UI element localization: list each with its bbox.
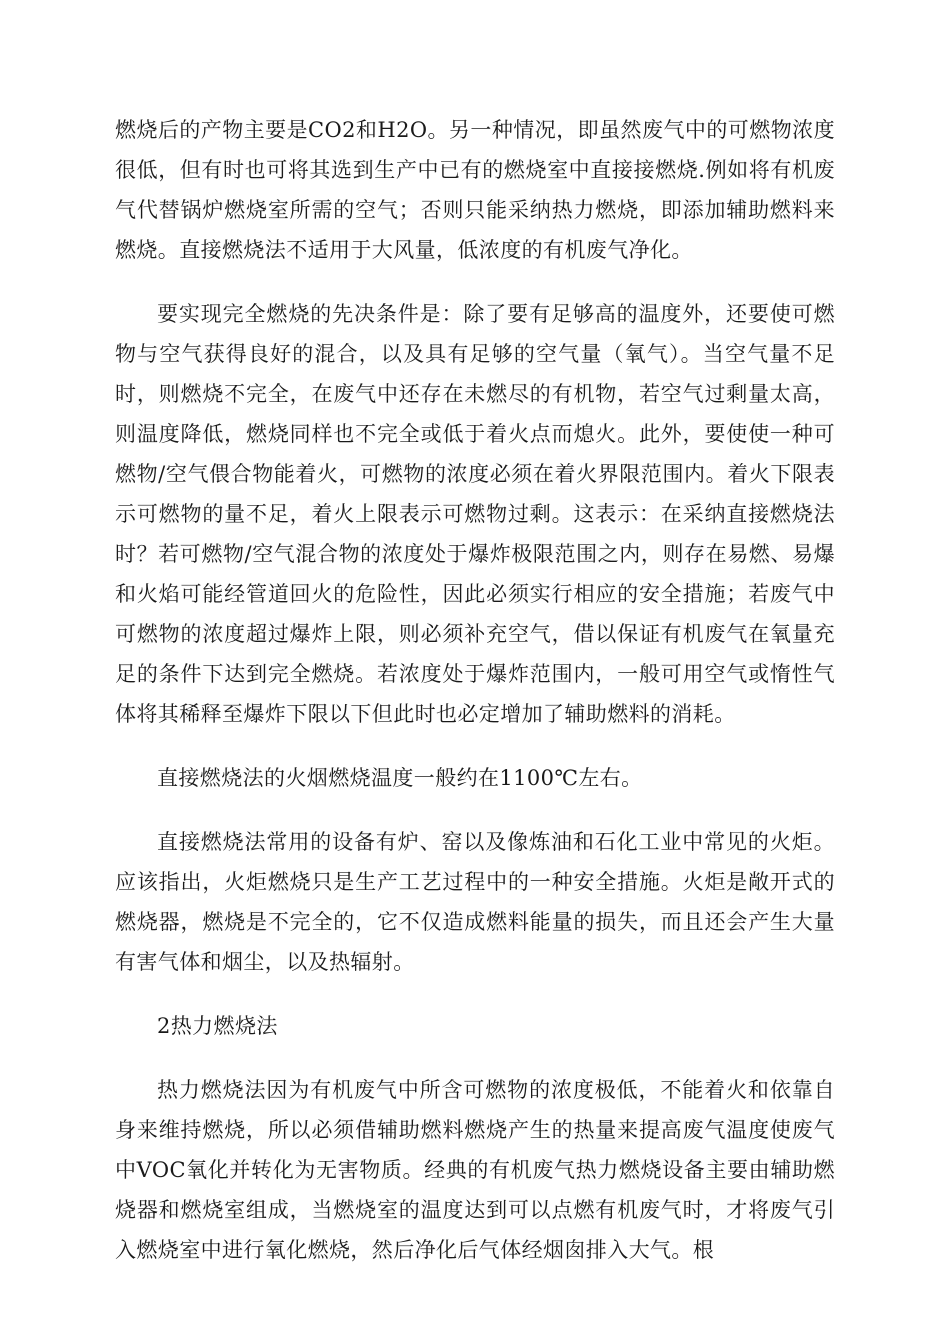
paragraph-thermal-combustion: 热力燃烧法因为有机废气中所含可燃物的浓度极低，不能着火和依靠自身来维持燃烧，所以必须借辅助燃料燃烧产生的热量来提高废气温度使废气中VOC氧化并转化为无害物质。经典的有机废气热力燃烧设备主要由辅助燃烧器和燃烧室组成，当燃烧室的温度达到可以点燃有机废气时，才将废气引入燃烧室中进行氧化燃烧，然后净化后气体经烟囱排入大气。根 [115,1078,835,1262]
paragraph-flame-temperature: 直接燃烧法的火烟燃烧温度一般约在1100℃左右。 [157,766,643,790]
paragraph-direct-combustion-equipment: 直接燃烧法常用的设备有炉、窑以及像炼油和石化工业中常见的火炬。应该指出，火炬燃烧只是生产工艺过程中的一种安全措施。火炬是敞开式的燃烧器，燃烧是不完全的，它不仅造成燃料能量的损失，而且还会产生大量有害气体和烟尘，以及热辐射。 [115,830,835,974]
paragraph-complete-combustion-conditions: 要实现完全燃烧的先决条件是：除了要有足够高的温度外，还要使可燃物与空气获得良好的混合，以及具有足够的空气量（氧气）。当空气量不足时，则燃烧不完全，在废气中还存在未燃尽的有机物，若空气过剩量太高，则温度降低，燃烧同样也不完全或低于着火点而熄火。此外，要使使一种可燃物/空气偎合物能着火，可燃物的浓度必须在着火界限范围内。着火下限表示可燃物的量不足，着火上限表示可燃物过剩。这表示：在采纳直接燃烧法时？若可燃物/空气混合物的浓度处于爆炸极限范围之内，则存在易燃、易爆和火焰可能经管道回火的危险性，因此必须实行相应的安全措施；若废气中可燃物的浓度超过爆炸上限，则必须补充空气，借以保证有机废气在氧量充足的条件下达到完全燃烧。若浓度处于爆炸范围内，一般可用空气或惰性气体将其稀释至爆炸下限以下但此时也必定增加了辅助燃料的消耗。 [115,302,835,726]
section-heading-thermal-combustion: 2热力燃烧法 [157,1014,278,1038]
paragraph-direct-combustion-products: 燃烧后的产物主要是CO2和H2O。另一种情况，即虽然废气中的可燃物浓度很低，但有时也可将其选到生产中已有的燃烧室中直接接燃烧.例如将有机废气代替锅炉燃烧室所需的空气；否则只能采纳热力燃烧，即添加辅助燃料来燃烧。直接燃烧法不适用于大风量，低浓度的有机废气净化。 [115,118,835,262]
document-body [115,110,835,1283]
